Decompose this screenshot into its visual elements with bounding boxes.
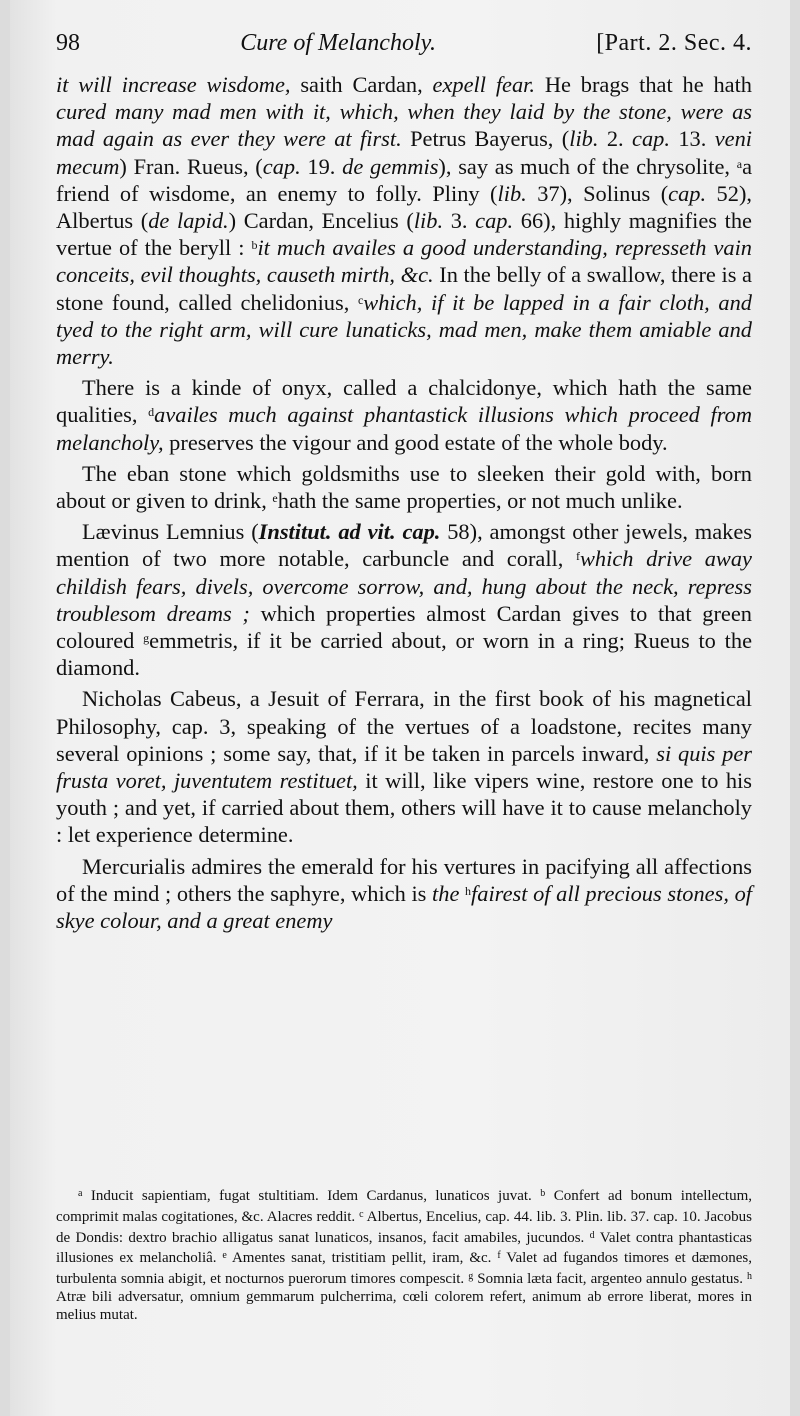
footnote-marker: e [222,1250,227,1262]
footnote-marker: e [272,491,278,506]
text-span: ) Cardan, Encelius ( [228,208,414,234]
footnote-marker: b [251,238,258,253]
text-span: fairest of all precious stones, of skye colour, and a great enemy [56,880,752,934]
text-span: it much availes a good understanding, represseth vain conceits, evil thoughts, causeth mirth, &c. [56,235,752,288]
text-span: cap. [402,519,441,545]
footnote-h: Atræ bili adversatur, omnium gemmarum pulcherrima, cœli colorem refert, animum ab errore liberat, mores in melius mutat. [56,1288,752,1323]
footnote-d: Valet contra phantasticas illusiones ex melancholiâ. [56,1229,752,1267]
footnote-marker: c [359,1208,364,1220]
text-span: There is a kinde of onyx, called a chalcidonye, which hath the same qualities, [56,375,752,428]
text-span: Mercurialis admires the emerald for his vertures in pacifying all affections of the mind ; others the saphyre, which is [56,853,752,906]
text-span: saith Cardan, [290,72,433,97]
text-span: 58), amongst other jewels, makes mention of two more notable, carbuncle and corall, [56,519,752,572]
paragraph-2 [56,374,752,456]
text-span: de gemmis [342,153,439,179]
section-reference: [Part. 2. Sec. 4. [596,30,752,56]
footnote-marker: b [540,1188,546,1199]
text-span: cap. [632,126,670,152]
text-span: which, if it be lapped in a fair cloth, and tyed to the right arm, will cure lunaticks, mad men, make them amiable and merry. [56,289,752,370]
text-span: which drive away childish fears, divels, overcome sorrow, and, hung about the neck, repress troublesom dreams ; [56,546,752,626]
footnote-marker: g [143,631,150,646]
page-number: 98 [56,30,80,56]
text-span: lib. [413,208,444,234]
text-span: availes much against phantastick illusions which proceed from melancholy, [56,402,753,455]
footnotes [56,1185,752,1325]
text-span: 52), Albertus ( [56,180,752,234]
footnote-a: Inducit sapientiam, fugat stultitiam. Idem Cardanus, lunaticos juvat. [82,1188,541,1204]
footnote-block [56,1185,752,1325]
text-span: ) Fran. Rueus, ( [119,153,263,179]
footnote-marker: d [589,1229,595,1241]
text-span: Lævinus Lemnius ( [82,519,259,545]
text-span: ), say as much of the chrysolite, [438,153,737,179]
text-span: hath the same properties, or not much unlike. [277,488,683,514]
footnote-marker: d [148,405,155,420]
footnote-marker: a [78,1188,83,1199]
text-span: emmetris, if it be carried about, or worn in a ring; Rueus to the diamond. [56,628,753,681]
text-span: the [432,880,460,906]
text-span: cap. [475,208,514,234]
text-span: cap. [262,153,301,179]
paragraph-5 [56,685,752,848]
text-span: expell fear. [432,72,536,97]
text-span: 13. [669,126,715,152]
footnote-marker: h [746,1271,752,1283]
footnote-marker: f [576,549,580,564]
book-page [10,0,790,1416]
footnote-marker: a [736,156,743,171]
running-header [56,30,752,57]
footnote-marker: g [468,1271,474,1283]
main-text [56,71,752,934]
text-span: Institut. ad vit. [258,519,396,545]
text-span: a friend of wisdome, an enemy to folly. Pliny ( [56,153,753,206]
text-span: cap. [668,180,707,206]
text-span: 3. [443,208,476,234]
footnote-f: Valet ad fugandos timores et dæmones, turbulenta somnia abigit, et nocturnos puerorum timores compescit. [56,1250,752,1288]
footnote-b: Confert ad bonum intellectum, comprimit malas cogitationes, &c. Alacres reddit. [56,1188,752,1225]
paragraph-6 [56,853,752,935]
footnote-g: Somnia læta facit, argenteo annulo gestatus. [473,1271,747,1288]
footnote-marker: c [357,292,364,307]
text-span: 2. [598,126,633,152]
text-span: cured many mad men with it, which, when they laid by the stone, were as mad again as ever they were at first. [56,99,752,152]
text-span: lib. [569,126,599,152]
footnote-marker: h [465,883,472,898]
text-span: 66), highly magnifies the vertue of the beryll : [56,208,752,261]
paragraph-4 [56,518,752,681]
text-span: In the belly of a swallow, there is a stone found, called chelidonius, [56,262,752,315]
text-span: He brags that he hath [535,72,753,97]
text-span: preserves the vigour and good estate of the whole body. [163,429,668,455]
text-span: de lapid. [148,208,229,234]
text-span: it will, like vipers wine, restore one to his youth ; and yet, if carried about them, others will have it to cause melancholy : let experience determine. [56,768,752,848]
running-title: Cure of Melancholy. [240,30,436,56]
text-span: 37), Solinus ( [526,180,669,206]
text-span: veni mecum [56,126,752,179]
text-span: which properties almost Cardan gives to that green coloured [56,600,752,654]
text-span: it will increase wisdome, [56,72,291,97]
text-span: lib. [497,180,527,206]
text-span: The eban stone which goldsmiths use to sleeken their gold with, born about or given to drink, [56,460,752,514]
text-span: Nicholas Cabeus, a Jesuit of Ferrara, in the first book of his magnetical Philosophy, cap. 3, speaking of the vertues of a loadstone, recites many several opinions ; some say, that, if it be taken in parcels inward, [56,686,752,766]
text-span: Petrus Bayerus, ( [401,126,570,152]
footnote-e: Amentes sanat, tristitiam pellit, iram, &c. [226,1250,498,1267]
footnote-c: Albertus, Encelius, cap. 44. lib. 3. Plin. lib. 37. cap. 10. Jacobus de Dondis: dextro brachio alligatus sanat lunaticos, insanos, facit amabiles, jucundos. [56,1208,753,1246]
paragraph-3 [56,460,752,514]
paragraph-1 [56,71,752,370]
text-span: si quis per frusta voret, juventutem restituet, [56,740,752,794]
footnote-marker: f [497,1250,501,1262]
text-span: 19. [300,153,343,179]
